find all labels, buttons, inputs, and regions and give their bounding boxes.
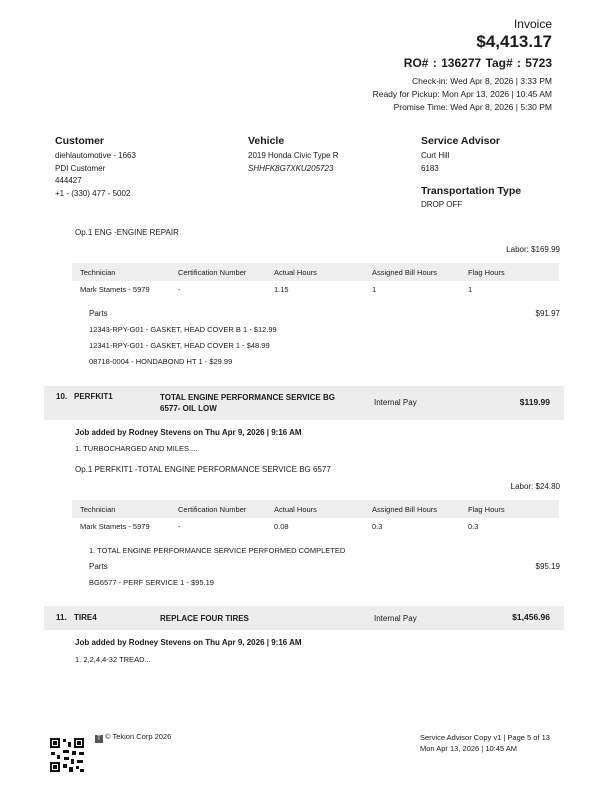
parts-label: Parts: [89, 309, 108, 318]
col-flag-hours: Flag Hours: [468, 505, 505, 514]
checkin-time: Check-in: Wed Apr 8, 2026 | 3:33 PM: [411, 76, 552, 86]
cell-technician: Mark Stamets - 5979: [80, 522, 150, 531]
pay-type: Internal Pay: [374, 614, 417, 623]
job-added-by: Job added by Rodney Stevens on Thu Apr 9, 2026 | 9:16 AM: [75, 638, 302, 647]
table-header: [72, 500, 559, 518]
parts-total: $95.19: [535, 562, 560, 571]
customer-id: 444427: [55, 176, 82, 185]
table-row: [72, 522, 559, 534]
cell-flag-hours: 0.3: [468, 522, 479, 531]
job-description: [160, 392, 335, 414]
print-date: Mon Apr 13, 2026 | 10:45 AM: [420, 744, 518, 753]
cell-flag-hours: 1: [468, 285, 473, 294]
ready-time: Ready for Pickup: Mon Apr 13, 2026 | 10:45 AM: [372, 89, 552, 99]
vehicle-name: 2019 Honda Civic Type R: [248, 151, 339, 160]
tekion-logo-icon: T: [95, 735, 103, 743]
customer-name: PDI Customer: [55, 163, 106, 173]
part-item: 08718-0004 - HONDABOND HT 1 - $29.99: [89, 357, 233, 366]
job-code: TIRE4: [74, 613, 97, 622]
col-actual-hours: Actual Hours: [274, 268, 317, 277]
customer-heading: Customer: [55, 135, 105, 147]
job-row: [44, 606, 564, 630]
job-description-line: 6577- OIL LOW: [160, 404, 217, 413]
completion-note: 1. TOTAL ENGINE PERFORMANCE SERVICE PERFORMED COMPLETED: [89, 546, 346, 555]
col-technician: Technician: [80, 268, 116, 277]
vehicle-vin: SHHFK8G7XKU205723: [248, 163, 334, 173]
job-amount: $119.99: [519, 397, 550, 407]
ro-tag-number: RO# : 136277 Tag# : 5723: [403, 56, 552, 70]
customer-block: [55, 135, 136, 200]
job-description: REPLACE FOUR TIRES: [160, 614, 249, 623]
job-amount: $1,456.96: [512, 612, 550, 622]
qr-code-icon: [50, 738, 84, 772]
part-item: 12341-RPY-G01 - GASKET, HEAD COVER 1 - $48.99: [89, 341, 270, 350]
op-title: Op.1 PERFKIT1 -TOTAL ENGINE PERFORMANCE SERVICE BG 6577: [75, 465, 331, 474]
document-title: Invoice: [513, 17, 552, 31]
advisor-block: [421, 135, 521, 212]
cell-assigned-bill-hours: 1: [372, 285, 377, 294]
footer-copyright: [95, 732, 171, 743]
col-actual-hours: Actual Hours: [274, 505, 317, 514]
parts-label: Parts: [89, 562, 108, 571]
labor-amount: Labor: $169.99: [506, 245, 560, 254]
labor-amount: Labor: $24.80: [510, 482, 560, 491]
cell-assigned-bill-hours: 0.3: [372, 522, 383, 531]
col-certification: Certification Number: [178, 268, 247, 277]
cell-actual-hours: 0.08: [274, 522, 289, 531]
pay-type: Internal Pay: [374, 398, 417, 407]
job-note: 1. TURBOCHARGED AND MILES....: [75, 444, 198, 453]
col-assigned-bill-hours: Assigned Bill Hours: [372, 268, 438, 277]
job-row: [44, 386, 564, 420]
op-title: Op.1 ENG -ENGINE REPAIR: [75, 228, 179, 237]
job-number: 10.: [56, 392, 68, 401]
cell-actual-hours: 1.15: [274, 285, 289, 294]
copyright-text: © Tekion Corp 2026: [105, 732, 172, 741]
advisor-heading: Service Advisor: [421, 135, 500, 147]
promise-time: Promise Time: Wed Apr 8, 2026 | 5:30 PM: [393, 102, 552, 112]
advisor-name: Curt Hill: [421, 151, 450, 160]
job-note: 1. 2,2,4,4-32 TREAD...: [75, 655, 151, 664]
invoice-total: $4,413.17: [476, 32, 552, 51]
cell-certification: -: [178, 285, 181, 294]
footer-page-info: [420, 732, 550, 754]
job-description-line: TOTAL ENGINE PERFORMANCE SERVICE BG: [160, 393, 335, 402]
table-row: [72, 285, 559, 297]
cell-certification: -: [178, 522, 181, 531]
col-flag-hours: Flag Hours: [468, 268, 505, 277]
col-certification: Certification Number: [178, 505, 247, 514]
job-code: PERFKIT1: [74, 392, 113, 401]
col-assigned-bill-hours: Assigned Bill Hours: [372, 505, 438, 514]
job-number: 11.: [56, 613, 67, 622]
part-item: BG6577 - PERF SERVICE 1 - $95.19: [89, 578, 214, 587]
customer-phone: +1 - (330) 477 - 5002: [55, 188, 131, 198]
advisor-id: 6183: [421, 163, 439, 173]
table-header: [72, 263, 559, 281]
transport-type: DROP OFF: [421, 200, 463, 209]
col-technician: Technician: [80, 505, 116, 514]
vehicle-block: [248, 135, 339, 175]
page-number: Service Advisor Copy v1 | Page 5 of 13: [420, 733, 550, 742]
transport-heading: Transportation Type: [421, 185, 522, 197]
customer-dealer: diehlautomotive - 1663: [55, 151, 136, 160]
cell-technician: Mark Stamets - 5979: [80, 285, 150, 294]
job-added-by: Job added by Rodney Stevens on Thu Apr 9, 2026 | 9:16 AM: [75, 428, 302, 437]
parts-total: $91.97: [535, 309, 560, 318]
vehicle-heading: Vehicle: [248, 135, 285, 147]
part-item: 12343-RPY-G01 - GASKET, HEAD COVER B 1 - $12.99: [89, 325, 277, 334]
